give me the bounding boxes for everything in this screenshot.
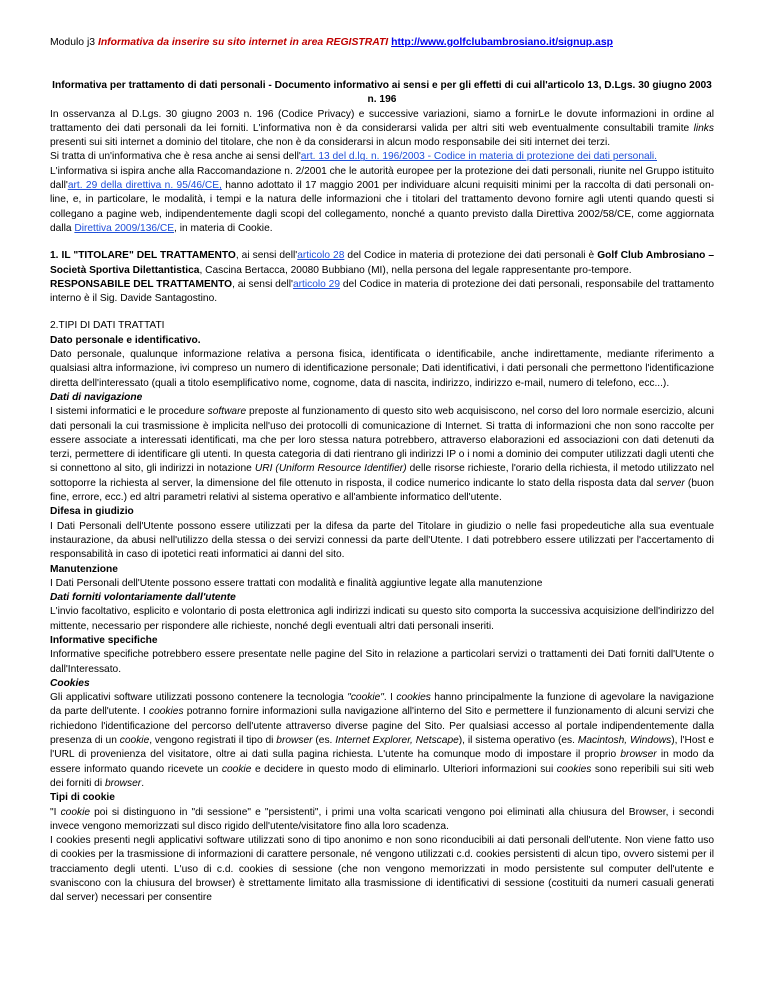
signup-link[interactable]: http://www.golfclubambrosiano.it/signup.asp xyxy=(391,37,613,48)
paragraph-dati-navigazione: I sistemi informatici e le procedure software preposte al funzionamento di questo sito web acquisiscono, nel corso del loro normale esercizio, alcuni dati personali la cui trasmissione è implicita nell'uso dei protocolli di comunicazione di Internet. Si tratta di informazioni che non sono raccolte per essere associate a interessati identificati, ma che per loro stessa natura potrebbero, attraverso elaborazioni ed associazioni con dati detenuti da terzi, permettere di identificare gli utenti. In questa categoria di dati rientrano gli indirizzi IP o i nomi a dominio dei computer utilizzati dagli utenti che si connettono al sito, gli indirizzi in notazione URI (Uniform Resource Identifier) delle risorse richieste, l'orario della richiesta, il metodo utilizzato nel sottoporre la richiesta al server, la dimensione del file ottenuto in risposta, il codice numerico indicante lo stato della risposta data dal server (buon fine, errore, ecc.) ed altri parametri relativi al sistema operativo e all'ambiente informatico dell'utente. xyxy=(50,406,714,504)
organization-name: Golf Club Ambrosiano – Società Sportiva Dilettantistica xyxy=(50,250,714,276)
articolo-29-link[interactable]: articolo 29 xyxy=(292,278,341,290)
heading-dati-navigazione: Dati di navigazione xyxy=(50,391,143,403)
header-subject: Informativa da inserire su sito internet in area REGISTRATI xyxy=(97,37,389,48)
paragraph-dato-personale: Dato personale, qualunque informazione relativa a persona fisica, identificata o identificabile, anche indirettamente, mediante riferimento a qualsiasi altra informazione, ivi compreso un numero di identificazione personale; Dati identificativi, i dati personali che permettono l'identificazione diretta dell'interessato (quali a titolo esemplificativo nome, cognome, data di nascita, indirizzo, indirizzo e-mail, numero di telefono, ecc...). xyxy=(50,349,714,389)
heading-difesa: Difesa in giudizio xyxy=(50,506,134,518)
section-1-heading: 1. IL "TITOLARE" DEL TRATTAMENTO xyxy=(50,250,236,262)
intro-paragraph: In osservanza al D.Lgs. 30 giugno 2003 n. 196 (Codice Privacy) e successive variazioni, siamo a fornirLe le dovute informazioni in ordine al trattamento dei dati personali da lei forniti. L'informativa non è da considerarsi valida per altri siti web eventualmente consultabili tramite links presenti sui siti internet a dominio del titolare, che non è da considerarsi in alcun modo responsabile dei siti internet dei terzi. xyxy=(50,108,714,149)
paragraph-cookies-anonimi: I cookies presenti negli applicativi software utilizzati sono di tipo anonimo e non sono riconducibili ai dati personali dell'utente. Non viene fatto uso di cookies per la trasmissione di informazioni di carattere personale, né vengono utilizzati c.d. cookies persistenti di alcun tipo, ovvero sistemi per il tracciamento degli utenti. L'uso di c.d. cookies di sessione (che non vengono memorizzati in modo persistente sul computer dell'utente e svaniscono con la chiusura del browser) è strettamente limitato alla trasmissione di identificativi di sessione (costituiti da numeri casuali generati dal server) necessari per consentire xyxy=(50,835,714,904)
heading-tipi-cookie: Tipi di cookie xyxy=(50,792,115,804)
directive-2009-link[interactable]: Direttiva 2009/136/CE xyxy=(74,222,175,234)
section-2-heading: 2.TIPI DI DATI TRATTATI xyxy=(50,320,165,332)
section-1-responsabile: RESPONSABILE DEL TRATTAMENTO, ai sensi dell'articolo 29 del Codice in materia di protezione dei dati personali, responsabile del trattamento interno è il Sig. Davide Santagostino. xyxy=(50,278,714,305)
paragraph-manutenzione: I Dati Personali dell'Utente possono essere trattati con modalità e finalità aggiuntive legate alla manutenzione xyxy=(50,577,543,589)
heading-dati-volontari: Dati forniti volontariamente dall'utente xyxy=(50,592,236,604)
heading-dato-personale: Dato personale e identificativo. xyxy=(50,334,201,346)
document-body xyxy=(50,79,714,906)
page-header xyxy=(50,37,613,48)
heading-manutenzione: Manutenzione xyxy=(50,563,118,575)
section-1-titolare: 1. IL "TITOLARE" DEL TRATTAMENTO, ai sensi dell'articolo 28 del Codice in materia di protezione dei dati personali è Golf Club Ambrosiano – Società Sportiva Dilettantistica, Cascina Bertacca, 20080 Bubbiano (MI), nella persona del legale rappresentante pro-tempore. xyxy=(50,250,714,276)
module-label: Modulo j3 xyxy=(50,37,96,48)
paragraph-informative: Informative specifiche potrebbero essere presentate nelle pagine del Sito in relazione a particolari servizi o trattamenti dei Dati forniti dall'Utente o dall'Interessato. xyxy=(50,649,714,675)
paragraph-tipi-cookie: "I cookie poi si distinguono in "di sessione" e "persistenti", i primi una volta scaricati vengono poi eliminati alla chiusura del Browser, i secondi invece vengono memorizzati sul disco rigido dell'utente/visitatore fino alla loro scadenza. xyxy=(50,806,714,832)
heading-informative: Informative specifiche xyxy=(50,634,158,646)
articolo-28-link[interactable]: articolo 28 xyxy=(297,250,345,262)
paragraph-difesa: I Dati Personali dell'Utente possono essere utilizzati per la difesa da parte del Titolare in giudizio o nelle fasi propedeutiche alla sua eventuale instaurazione, da abusi nell'utilizzo della stessa o dei servizi connessi da parte dell'Utente. I dati potrebbero essere utilizzati per l'accertamento di responsabilità in caso di ipotetici reati informatici ai danni del sito. xyxy=(50,520,714,561)
document-title: Informativa per trattamento di dati personali - Documento informativo ai sensi e per gli effetti di cui all'articolo 13, D.Lgs. 30 giugno 2003 n. 196 xyxy=(52,80,712,106)
intro-recommendation: L'informativa si ispira anche alla Raccomandazione n. 2/2001 che le autorità europee per la protezione dei dati personali, riunite nel Gruppo istituito dall'art. 29 della direttiva n. 95/46/CE, hanno adottato il 17 maggio 2001 per individuare alcuni requisiti minimi per la raccolta di dati personali on-line, e, in particolare, le modalità, i tempi e la natura delle informazioni che i titolari del trattamento devono fornire agli utenti quando questi si collegano a pagine web, indipendentemente dagli scopi del collegamento, nonché a quanto previsto dalla Direttiva 2002/58/CE, come aggiornata dalla Direttiva 2009/136/CE, in materia di Cookie. xyxy=(50,165,715,234)
art29-directive-link[interactable]: art. 29 della direttiva n. 95/46/CE, xyxy=(67,180,222,192)
paragraph-dati-volontari: L'invio facoltativo, esplicito e volontario di posta elettronica agli indirizzi indicati su questo sito comporta la successiva acquisizione dell'indirizzo del mittente, necessario per rispondere alle richieste, nonché degli eventuali altri dati personali inseriti. xyxy=(50,606,714,632)
intro-reference: Si tratta di un'informativa che è resa anche ai sensi dell'art. 13 del d.lg. n. 196/2003 - Codice in materia di protezione dei dati personali. xyxy=(50,151,658,163)
paragraph-cookies: Gli applicativi software utilizzati possono contenere la tecnologia "cookie". I cookies hanno principalmente la funzione di agevolare la navigazione da parte dell'utente. I cookies potranno fornire informazioni sulla navigazione all'interno del Sito e permettere il funzionamento di alcuni servizi che richiedono l'identificazione del percorso dell'utente attraverso diverse pagine del Sito. Per qualsiasi accesso al portale indipendentemente dalla presenza di un cookie, vengono registrati il tipo di browser (es. Internet Explorer, Netscape), il sistema operativo (es. Macintosh, Windows), l'Host e l'URL di provenienza del visitatore, oltre ai dati sulla pagina richiesta. L'utente ha comunque modo di impostare il proprio browser in modo da essere informato quando ricevete un cookie e decidere in questo modo di eliminarlo. Ulteriori informazioni sui cookies sono reperibili sui siti web dei forniti di browser. xyxy=(50,692,714,789)
heading-cookies: Cookies xyxy=(50,677,90,689)
art13-link[interactable]: art. 13 del d.lg. n. 196/2003 - Codice in materia di protezione dei dati personali. xyxy=(300,151,658,163)
